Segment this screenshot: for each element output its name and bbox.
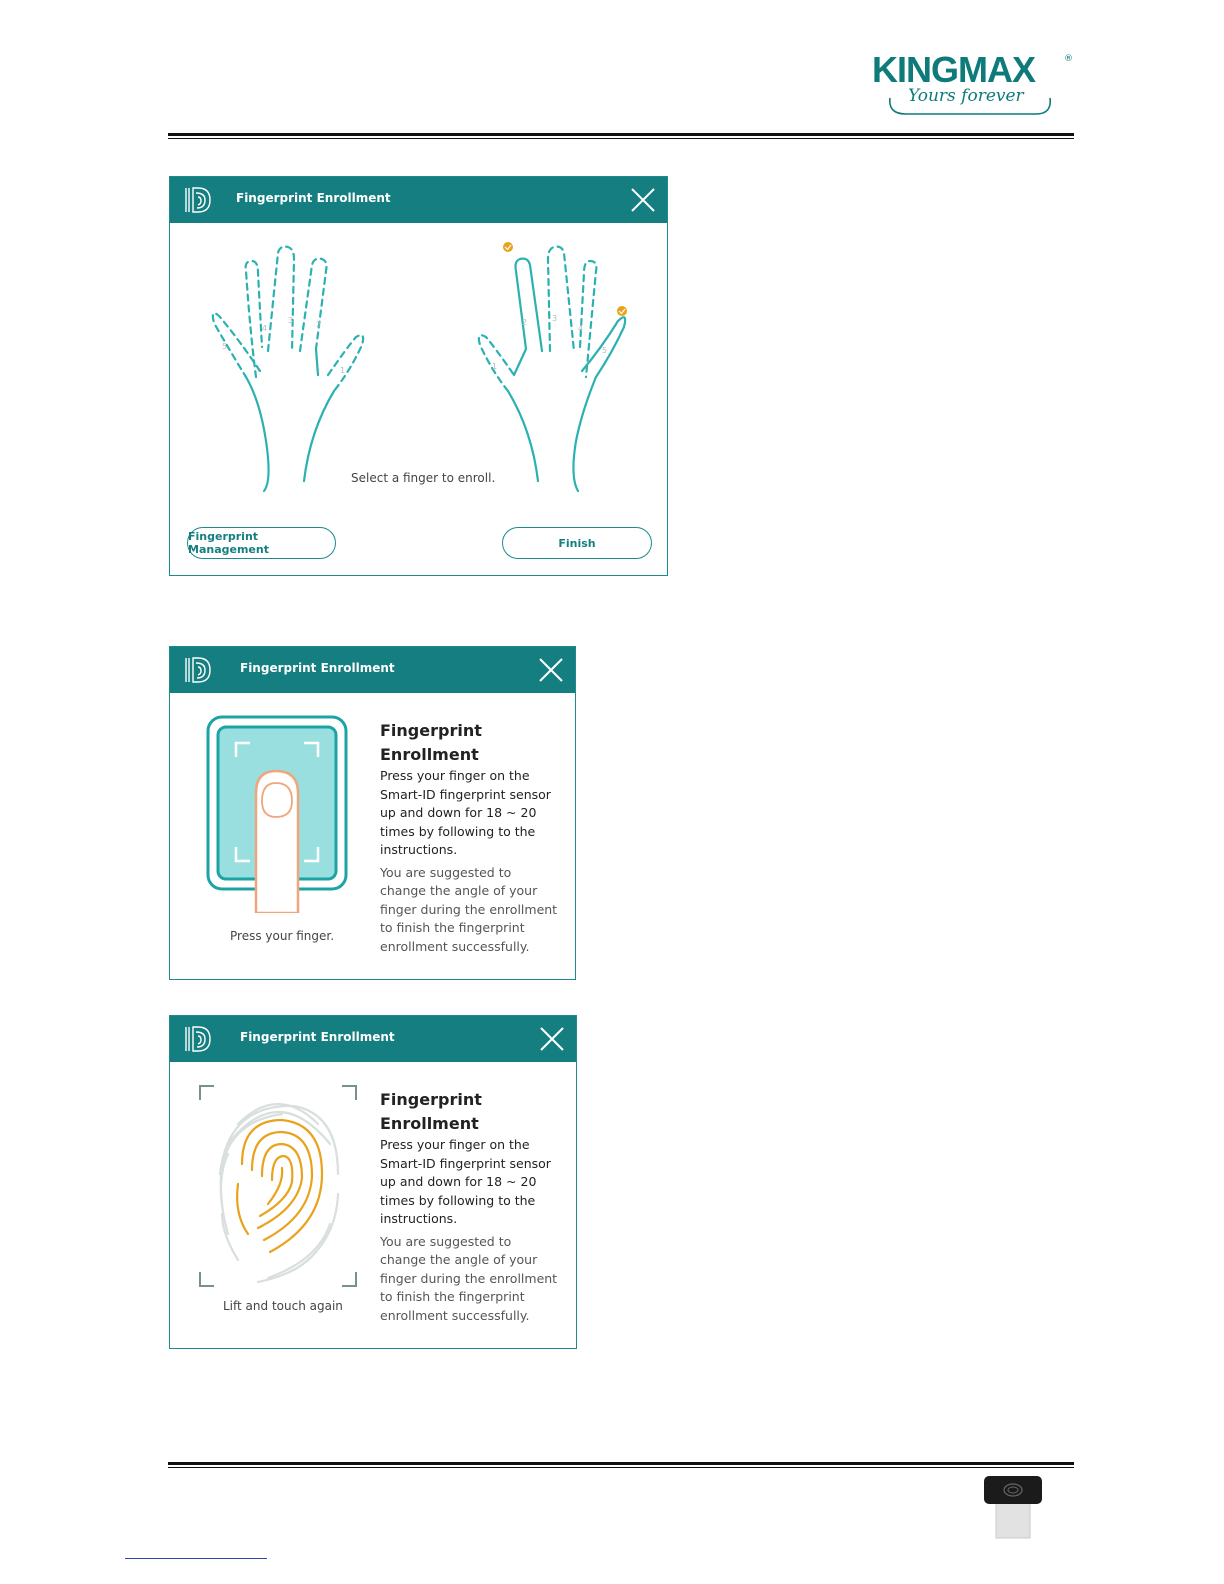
sensor-press-illustration <box>204 713 350 913</box>
enrollment-dialog-lift-touch <box>169 1015 577 1349</box>
left-index-finger <box>300 259 327 351</box>
close-icon[interactable] <box>538 1025 566 1053</box>
brand-tagline: Yours forever <box>908 86 1024 106</box>
smart-id-icon <box>182 1023 214 1055</box>
left-num-3: 3 <box>288 316 294 325</box>
left-hand-illustration[interactable] <box>200 241 390 501</box>
registered-mark: ® <box>1064 54 1073 64</box>
dialog-titlebar <box>170 177 667 223</box>
smart-id-icon <box>182 184 214 216</box>
right-num-4: 4 <box>578 324 584 333</box>
brand-name: KINGMAX <box>872 49 1035 90</box>
left-num-5: 5 <box>222 342 228 351</box>
close-icon[interactable] <box>537 656 565 684</box>
enrollment-instructions <box>380 719 560 956</box>
instructions-heading: Fingerprint Enrollment <box>380 721 482 764</box>
usb-fingerprint-key-icon <box>982 1474 1044 1540</box>
dialog-title: Fingerprint Enrollment <box>236 191 391 205</box>
instructions-text: Press your finger on the Smart-ID fingerprint sensor up and down for 18 ~ 20 times by following to the instructions. <box>380 768 551 857</box>
select-finger-prompt: Select a finger to enroll. <box>351 471 496 485</box>
footer-rule <box>168 1462 1074 1468</box>
right-middle-finger <box>548 247 574 351</box>
instructions-heading: Fingerprint Enrollment <box>380 1090 482 1133</box>
smart-id-icon <box>182 654 214 686</box>
left-num-2: 2 <box>316 320 322 329</box>
right-hand-illustration[interactable] <box>452 241 642 501</box>
close-icon[interactable] <box>629 186 657 214</box>
right-index-finger <box>516 259 543 351</box>
left-ring-finger <box>246 261 262 377</box>
enrollment-instructions <box>380 1088 560 1325</box>
instructions-text: Press your finger on the Smart-ID fingerprint sensor up and down for 18 ~ 20 times by following to the instructions. <box>380 1137 551 1226</box>
right-ring-finger <box>580 261 596 377</box>
suggestion-text: You are suggested to change the angle of your finger during the enrollment to finish the fingerprint enrollment successfully. <box>380 1233 558 1323</box>
lift-touch-caption: Lift and touch again <box>223 1299 343 1313</box>
fingerprint-progress-illustration <box>198 1084 358 1288</box>
footer-link-underline <box>125 1558 267 1559</box>
dialog-titlebar <box>170 647 575 693</box>
fingerprint-management-button[interactable]: Fingerprint Management <box>187 527 336 559</box>
enrolled-check-icons <box>503 242 627 316</box>
left-thumb <box>328 335 363 391</box>
dialog-titlebar <box>170 1016 576 1062</box>
kingmax-logo <box>872 49 1073 116</box>
left-middle-finger <box>268 247 294 351</box>
header-rule <box>168 133 1074 139</box>
enrollment-dialog-select-finger <box>169 176 668 576</box>
right-num-3: 3 <box>552 314 558 323</box>
finish-button[interactable]: Finish <box>502 527 652 559</box>
dialog-title: Fingerprint Enrollment <box>240 1030 395 1044</box>
left-num-1: 1 <box>340 366 346 375</box>
press-finger-caption: Press your finger. <box>230 929 335 943</box>
enrollment-dialog-press-finger <box>169 646 576 980</box>
right-num-5: 5 <box>602 346 608 355</box>
right-num-1: 1 <box>492 362 498 371</box>
right-num-2: 2 <box>522 318 528 327</box>
suggestion-text: You are suggested to change the angle of your finger during the enrollment to finish the fingerprint enrollment successfully. <box>380 864 558 954</box>
left-num-4: 4 <box>262 324 268 333</box>
dialog-title: Fingerprint Enrollment <box>240 661 395 675</box>
